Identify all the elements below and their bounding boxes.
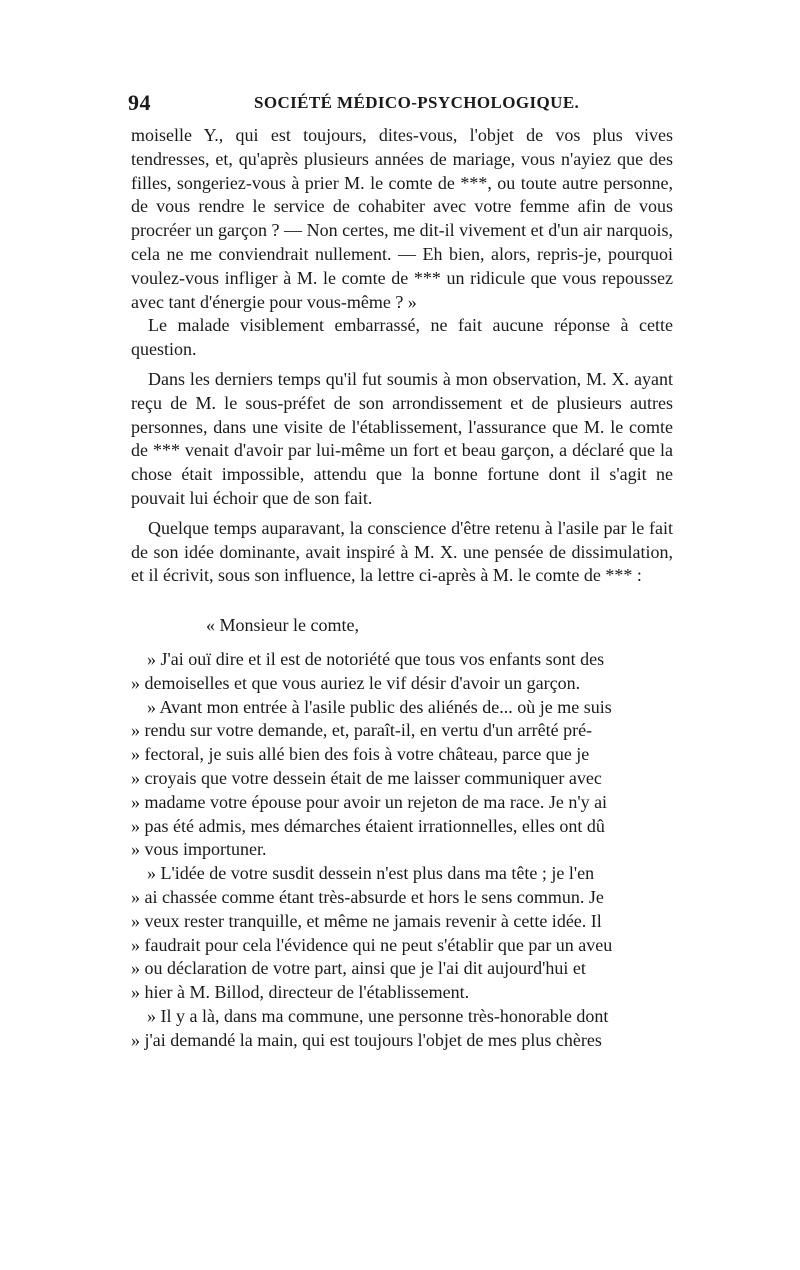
letter-line: » J'ai ouï dire et il est de notoriété que tous vos enfants sont des — [147, 648, 605, 669]
letter-line: » j'ai demandé la main, qui est toujours l'objet de mes plus chères — [131, 1029, 602, 1050]
letter-line: » faudrait pour cela l'évidence qui ne peut s'établir que par un aveu — [131, 934, 613, 955]
paragraph: Dans les derniers temps qu'il fut soumis à mon observation, M. X. ayant reçu de M. le sous-préfet de son arrondissement et de plusieurs autres personnes, dans une visite de l'établissement, l'assurance que M. le comte de *** venait d'avoir par lui-même un fort et beau garçon, a déclaré que la chose était impossible, attendu que la bonne fortune dont il s'agit ne pouvait lui échoir que de son fait. — [131, 368, 673, 508]
letter-line: » rendu sur votre demande, et, paraît-il, en vertu d'un arrêté pré- — [131, 720, 593, 741]
letter-line: » pas été admis, mes démarches étaient irrationnelles, elles ont dû — [131, 815, 605, 836]
letter-line: » Avant mon entrée à l'asile public des aliénés de... où je me suis — [147, 696, 612, 717]
letter-body — [131, 648, 673, 1053]
paragraph: Quelque temps auparavant, la conscience d'être retenu à l'asile par le fait de son idée dominante, avait inspiré à M. X. une pensée de dissimulation, et il écrivit, sous son influence, la lettre ci-après à M. le comte de *** : — [131, 517, 673, 586]
letter-line: » vous importuner. — [131, 839, 267, 860]
letter-line: » ou déclaration de votre part, ainsi que je l'ai dit aujourd'hui et — [131, 958, 586, 979]
letter-line: » ai chassée comme étant très-absurde et hors le sens commun. Je — [131, 886, 604, 907]
letter-line: » L'idée de votre susdit dessein n'est plus dans ma tête ; je l'en — [147, 863, 595, 884]
letter-line: » croyais que votre dessein était de me laisser communiquer avec — [131, 767, 602, 788]
letter-line: » Il y a là, dans ma commune, une personne très-honorable dont — [147, 1005, 609, 1026]
letter-line: » fectoral, je suis allé bien des fois à votre château, parce que je — [131, 744, 590, 765]
body-text — [131, 124, 673, 1052]
letter-line: » hier à M. Billod, directeur de l'établissement. — [131, 982, 470, 1003]
page-number: 94 — [128, 90, 151, 115]
paragraph-continuation: moiselle Y., qui est toujours, dites-vous, l'objet de vos plus vives tendresses, et, qu'après plusieurs années de mariage, vous n'ayiez que des filles, songeriez-vous à prier M. le comte de ***, ou toute autre personne, de vous rendre le service de cohabiter avec votre femme afin de vous procréer un garçon ? — Non certes, me dit-il vivement et d'un air narquois, cela ne me conviendrait nullement. — Eh bien, alors, repris-je, pourquoi voulez-vous infliger à M. le comte de *** un ridicule que vous repoussez avec tant d'énergie pour vous-même ? » — [131, 125, 673, 312]
page-header — [128, 90, 672, 120]
letter-line: » madame votre épouse pour avoir un rejeton de ma race. Je n'y ai — [131, 791, 608, 812]
letter-line: » demoiselles et que vous auriez le vif désir d'avoir un garçon. — [131, 672, 581, 693]
letter-salutation: « Monsieur le comte, — [206, 615, 359, 636]
paragraph: Le malade visiblement embarrassé, ne fait aucune réponse à cette question. — [131, 315, 673, 360]
letter-line: » veux rester tranquille, et même ne jamais revenir à cette idée. Il — [131, 910, 602, 931]
running-head: SOCIÉTÉ MÉDICO-PSYCHOLOGIQUE. — [254, 93, 580, 112]
